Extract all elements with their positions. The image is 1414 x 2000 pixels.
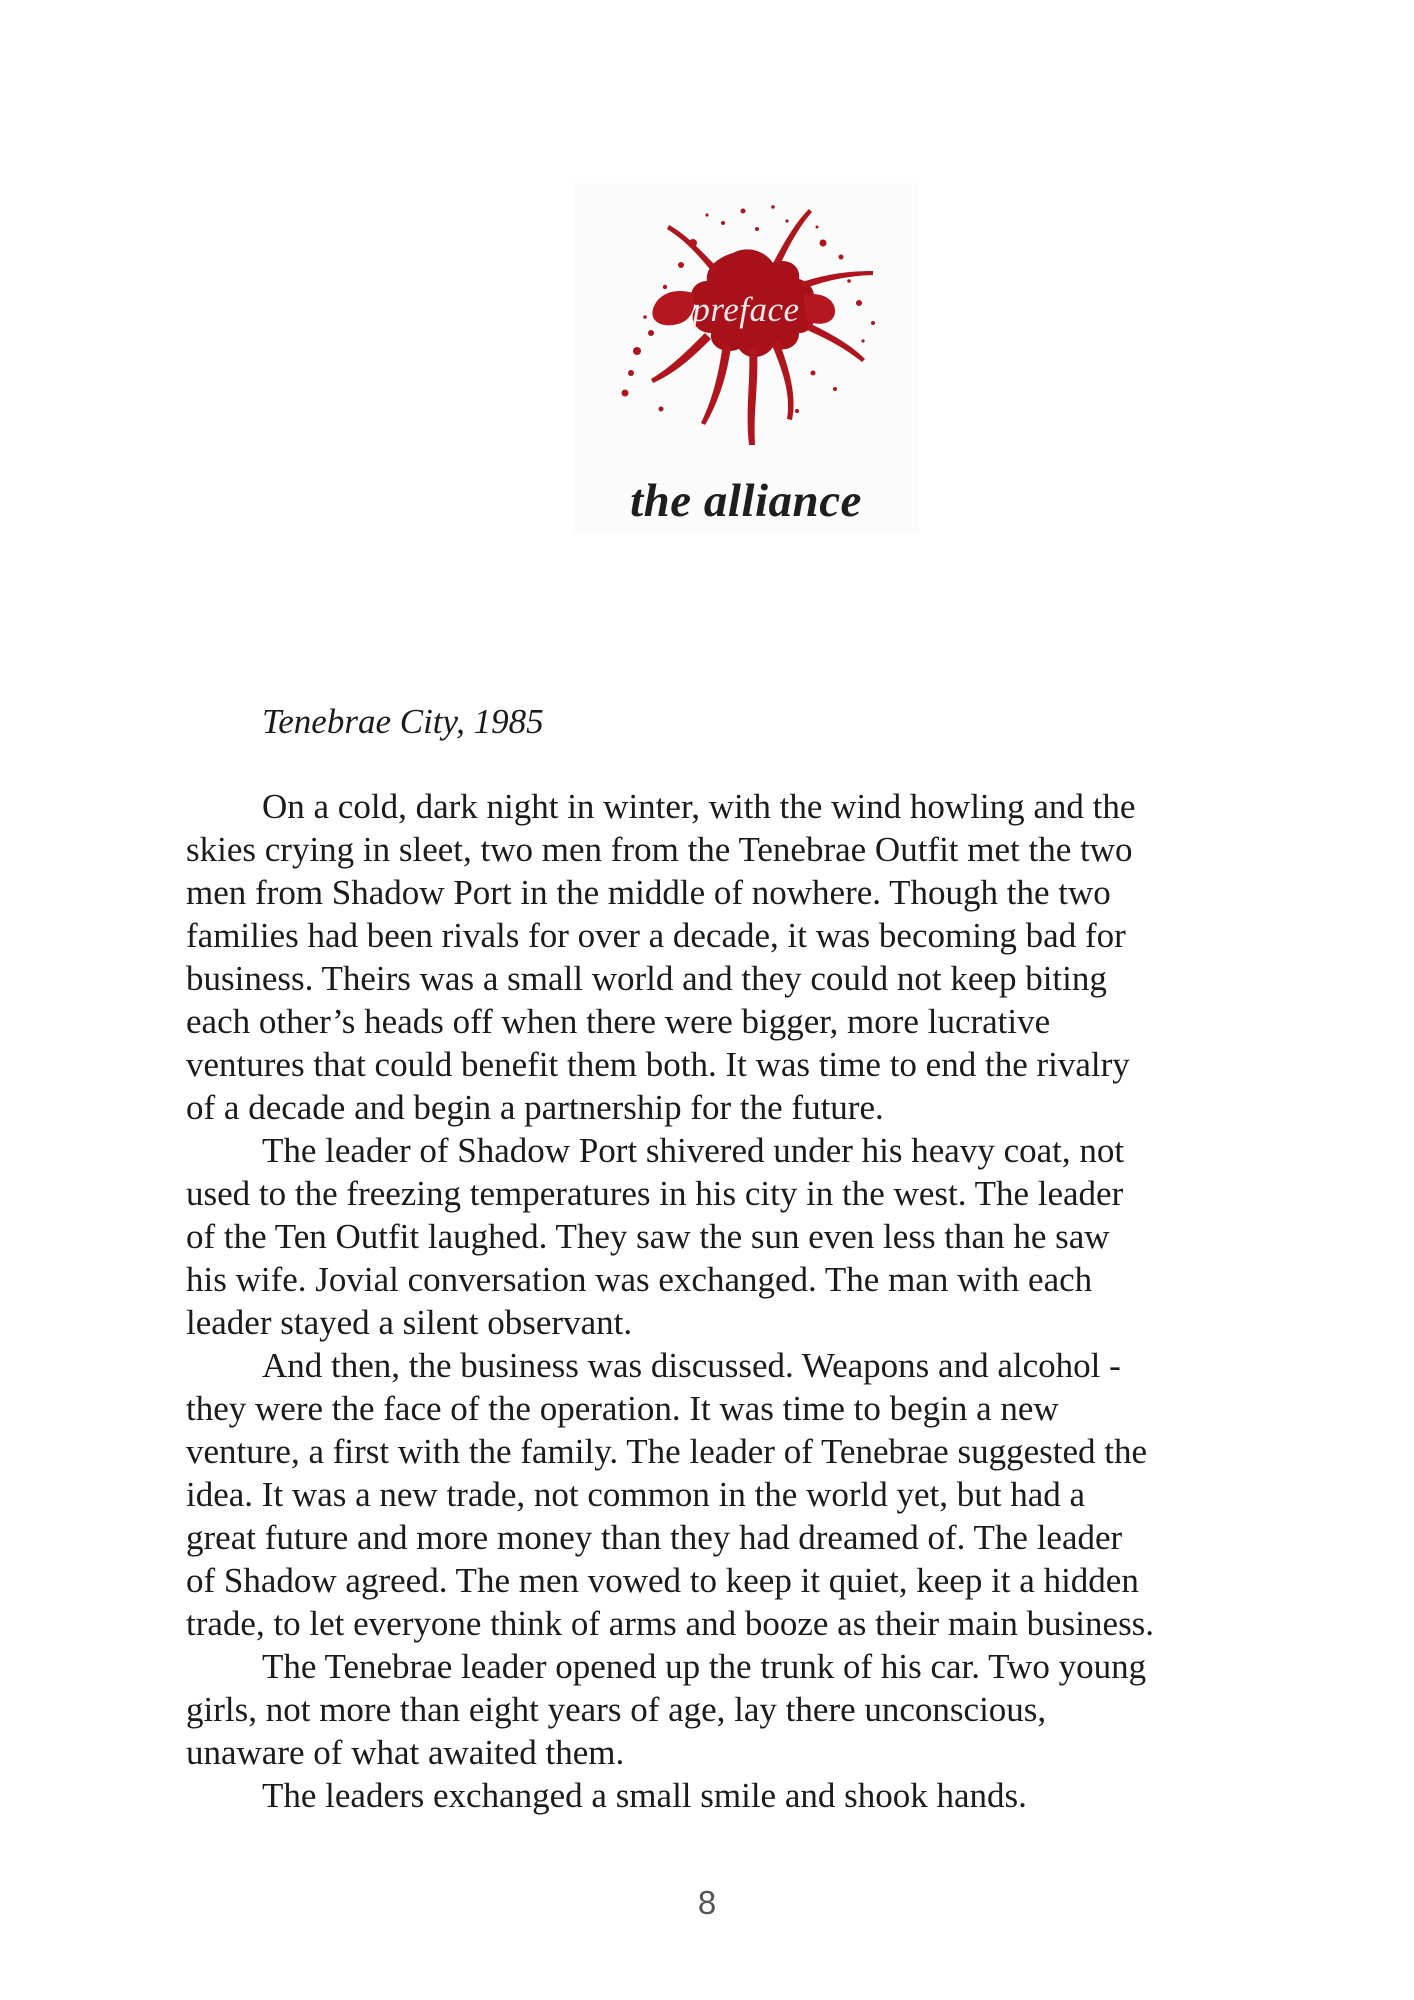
text-line: leader stayed a silent observant. [186,1303,633,1342]
text-line: great future and more money than they had dreamed of. The leader [186,1518,1123,1557]
text-line: venture, a first with the family. The leader of Tenebrae suggested the [186,1432,1147,1471]
paragraph [186,1129,1236,1344]
text-line: And then, the business was discussed. Weapons and alcohol - [262,1346,1121,1385]
paragraph [186,1774,1236,1817]
text-line: of a decade and begin a partnership for the future. [186,1088,884,1127]
text-line: trade, to let everyone think of arms and booze as their main business. [186,1604,1155,1643]
text-line: The leader of Shadow Port shivered under his heavy coat, not [262,1131,1125,1170]
page-number: 8 [697,1884,717,1921]
text-line: used to the freezing temperatures in his city in the west. The leader [186,1174,1124,1213]
text-line: The Tenebrae leader opened up the trunk of his car. Two young [262,1647,1147,1686]
text-line: of the Ten Outfit laughed. They saw the sun even less than he saw [186,1217,1110,1256]
text-line: families had been rivals for over a decade, it was becoming bad for [186,916,1126,955]
dateline: Tenebrae City, 1985 [262,702,544,741]
text-line: idea. It was a new trade, not common in the world yet, but had a [186,1475,1086,1514]
text-line: The leaders exchanged a small smile and shook hands. [262,1776,1027,1815]
text-line: of Shadow agreed. The men vowed to keep it quiet, keep it a hidden [186,1561,1139,1600]
text-line: ventures that could benefit them both. It was time to end the rivalry [186,1045,1130,1084]
body-text [186,700,1236,1817]
text-line: men from Shadow Port in the middle of nowhere. Though the two [186,873,1111,912]
paragraph [186,1645,1236,1774]
text-line: his wife. Jovial conversation was exchanged. The man with each [186,1260,1093,1299]
chapter-title: the alliance [630,475,862,527]
text-line: girls, not more than eight years of age, lay there unconscious, [186,1690,1047,1729]
chapter-label: preface [692,290,800,329]
text-line: they were the face of the operation. It was time to begin a new [186,1389,1059,1428]
paragraph [186,1344,1236,1645]
text-line: unaware of what awaited them. [186,1733,625,1772]
paragraph [186,785,1236,1129]
text-line: business. Theirs was a small world and they could not keep biting [186,959,1107,998]
text-line: skies crying in sleet, two men from the Tenebrae Outfit met the two [186,830,1133,869]
text-line: On a cold, dark night in winter, with the wind howling and the [262,787,1136,826]
text-line: each other’s heads off when there were bigger, more lucrative [186,1002,1051,1041]
